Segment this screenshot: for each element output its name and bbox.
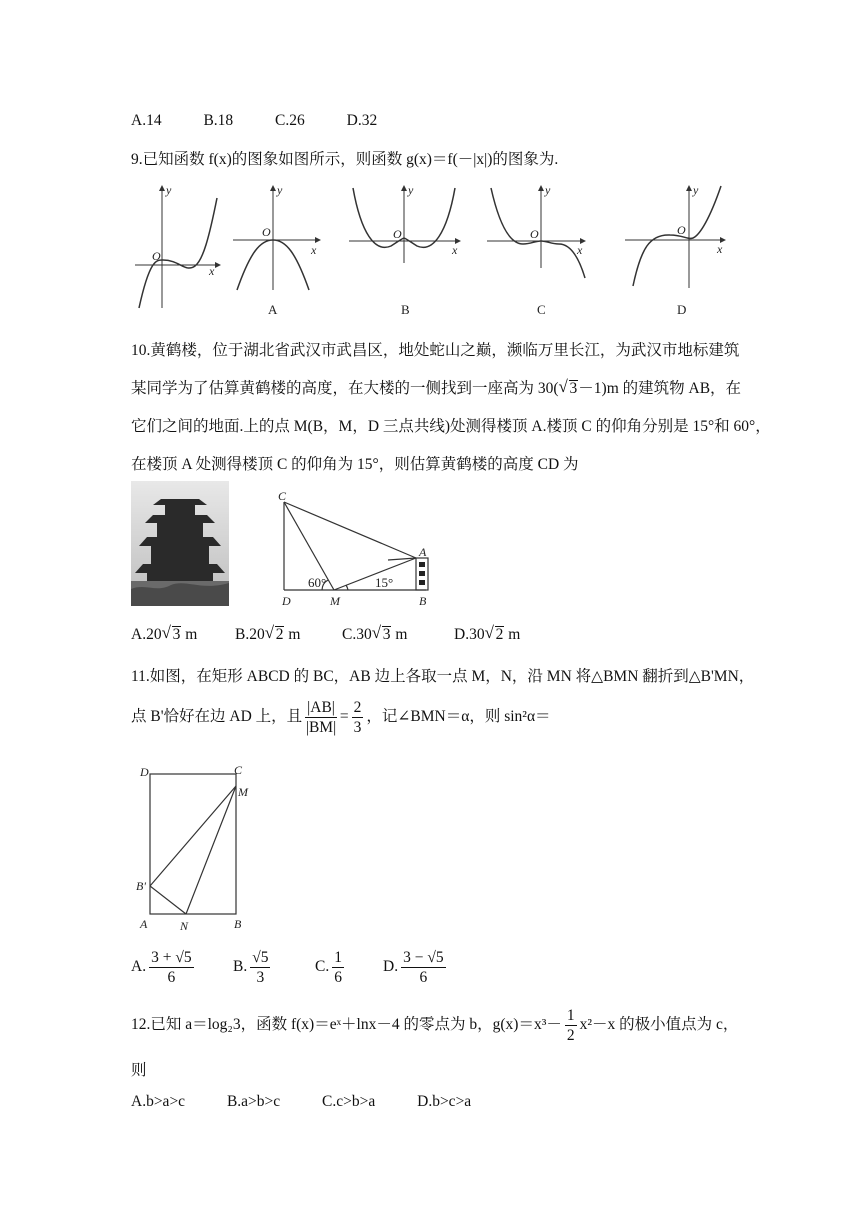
q10-option-c: C.30√ 3 m xyxy=(342,626,454,644)
q9-stem: 9.已知函数 f(x)的图象如图所示，则函数 g(x)＝f(－|x|)的图象为. xyxy=(131,151,559,168)
q11-options xyxy=(131,947,449,987)
q10-option-d: D.30√ 2 m xyxy=(454,626,520,644)
q12-line1 xyxy=(131,1005,738,1045)
q10-sqrt xyxy=(559,380,579,398)
q12-line1a: 12.已知 a＝log₂3，函数 f(x)＝eˣ＋lnx－4 的零点为 b，g(x)＝x³－ xyxy=(131,1016,562,1033)
q10-label-b: B xyxy=(419,594,427,608)
q10-line2a: 某同学为了估算黄鹤楼的高度，在大楼的一侧找到一座高为 30( xyxy=(131,380,559,397)
q11-label-b: B xyxy=(234,917,242,931)
q12-half: $\frac{1}{2}$ xyxy=(566,1006,575,1044)
q10-radicand: 3 xyxy=(569,380,578,397)
q10-line1: 10.黄鹤楼，位于湖北省武汉市武昌区，地处蛇山之巅，濒临万里长江，为武汉市地标建筑 xyxy=(131,342,740,359)
q11-equals: = xyxy=(339,708,349,725)
q9-y-label-f: y xyxy=(166,183,172,197)
q11-option-a: A. $\frac{3 + √5}{6}$ xyxy=(131,948,192,986)
q10-line2b: －1)m 的建筑物 AB，在 xyxy=(578,380,742,397)
q11-diagram xyxy=(136,762,256,934)
q9-x-label-b: x xyxy=(452,243,458,257)
q10-line2 xyxy=(131,376,741,398)
q9-caption-d: D xyxy=(677,302,687,317)
q12-line2: 则 xyxy=(131,1062,147,1079)
q10-label-a: A xyxy=(419,545,427,559)
q10-diagram xyxy=(276,490,446,608)
q9-caption-b: B xyxy=(401,302,410,317)
q11-line1: 11.如图，在矩形 ABCD 的 BC，AB 边上各取一点 M，N，沿 MN 将△BMN 翻折到△B'MN， xyxy=(131,668,755,685)
q10-option-a: A.20√ 3 m xyxy=(131,626,235,644)
q10-angle-15: 15° xyxy=(375,575,394,590)
q11-option-c: C. $\frac{1}{6}$ xyxy=(315,948,342,986)
q11-line2a: 点 B'恰好在边 AD 上，且 xyxy=(131,708,303,725)
q9-x-label-c: x xyxy=(577,243,583,257)
q11-ratio-value: $\frac{2}{3}$ xyxy=(353,698,362,736)
q9-x-label-f: x xyxy=(209,264,215,278)
q9-origin-a: O xyxy=(262,225,271,239)
q8-option-a: A.14 xyxy=(131,112,162,129)
q10-label-m: M xyxy=(330,594,340,608)
q9-y-label-c: y xyxy=(545,183,551,197)
q9-graphs xyxy=(125,178,735,320)
q9-y-label-a: y xyxy=(277,183,283,197)
q12-line1b: x²－x 的极小值点为 c， xyxy=(579,1016,739,1033)
q12-option-c: C.c>b>a xyxy=(322,1093,376,1110)
q10-angle-60: 60° xyxy=(308,575,327,590)
q11-label-c: C xyxy=(234,763,243,777)
q11-line2b: ，记∠BMN＝α，则 sin²α＝ xyxy=(366,708,551,725)
q9-origin-d: O xyxy=(677,223,686,237)
q8-option-c: C.26 xyxy=(275,112,305,129)
q11-label-a: A xyxy=(140,917,148,931)
q9-origin-b: O xyxy=(393,227,402,241)
q9-origin-c: O xyxy=(530,227,539,241)
q11-line2 xyxy=(131,697,551,737)
q11-label-b-prime: B' xyxy=(136,879,146,893)
q12-option-a: A.b>a>c xyxy=(131,1093,186,1110)
q9-origin-f: O xyxy=(152,249,161,263)
q12-option-d: D.b>c>a xyxy=(417,1093,472,1110)
q8-option-d: D.32 xyxy=(346,112,378,129)
q12-option-b: B.a>b>c xyxy=(226,1093,281,1110)
q10-line3: 它们之间的地面.上的点 M(B，M，D 三点共线)处测得楼顶 A.楼顶 C 的仰角分别是 15°和 60°， xyxy=(131,418,771,435)
q10-label-c: C xyxy=(278,490,287,503)
q11-option-d: D. $\frac{3 - √5}{6}$ xyxy=(383,948,444,986)
q9-x-label-d: x xyxy=(717,242,723,256)
q8-option-b: B.18 xyxy=(203,112,234,129)
q10-option-b: B.20√ 2 m xyxy=(235,626,342,644)
q11-label-n: N xyxy=(180,919,189,933)
q12-options xyxy=(131,1093,509,1111)
q11-ratio-ab-bm: $\frac{|AB|}{|BM|}$ xyxy=(305,698,337,736)
q11-option-b: B. $\frac{√5}{3}$ xyxy=(233,948,269,986)
q11-label-d: D xyxy=(140,765,149,779)
q10-line4: 在楼顶 A 处测得楼顶 C 的仰角为 15°，则估算黄鹤楼的高度 CD 为 xyxy=(131,456,579,473)
q11-label-m: M xyxy=(238,785,248,799)
q9-y-label-d: y xyxy=(693,183,699,197)
q8-options xyxy=(131,112,415,130)
q10-options xyxy=(131,626,520,644)
q9-caption-c: C xyxy=(537,302,546,317)
q9-x-label-a: x xyxy=(311,243,317,257)
q9-caption-a: A xyxy=(268,302,278,317)
q9-y-label-b: y xyxy=(408,183,414,197)
tower-photo xyxy=(131,481,229,606)
q10-label-d: D xyxy=(282,594,291,608)
